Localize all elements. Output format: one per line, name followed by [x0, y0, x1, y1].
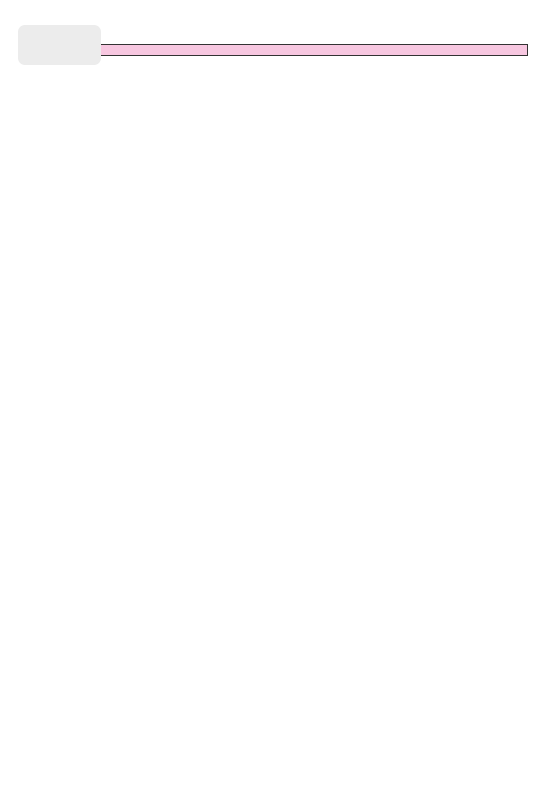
page-indicator-badge [18, 25, 101, 65]
